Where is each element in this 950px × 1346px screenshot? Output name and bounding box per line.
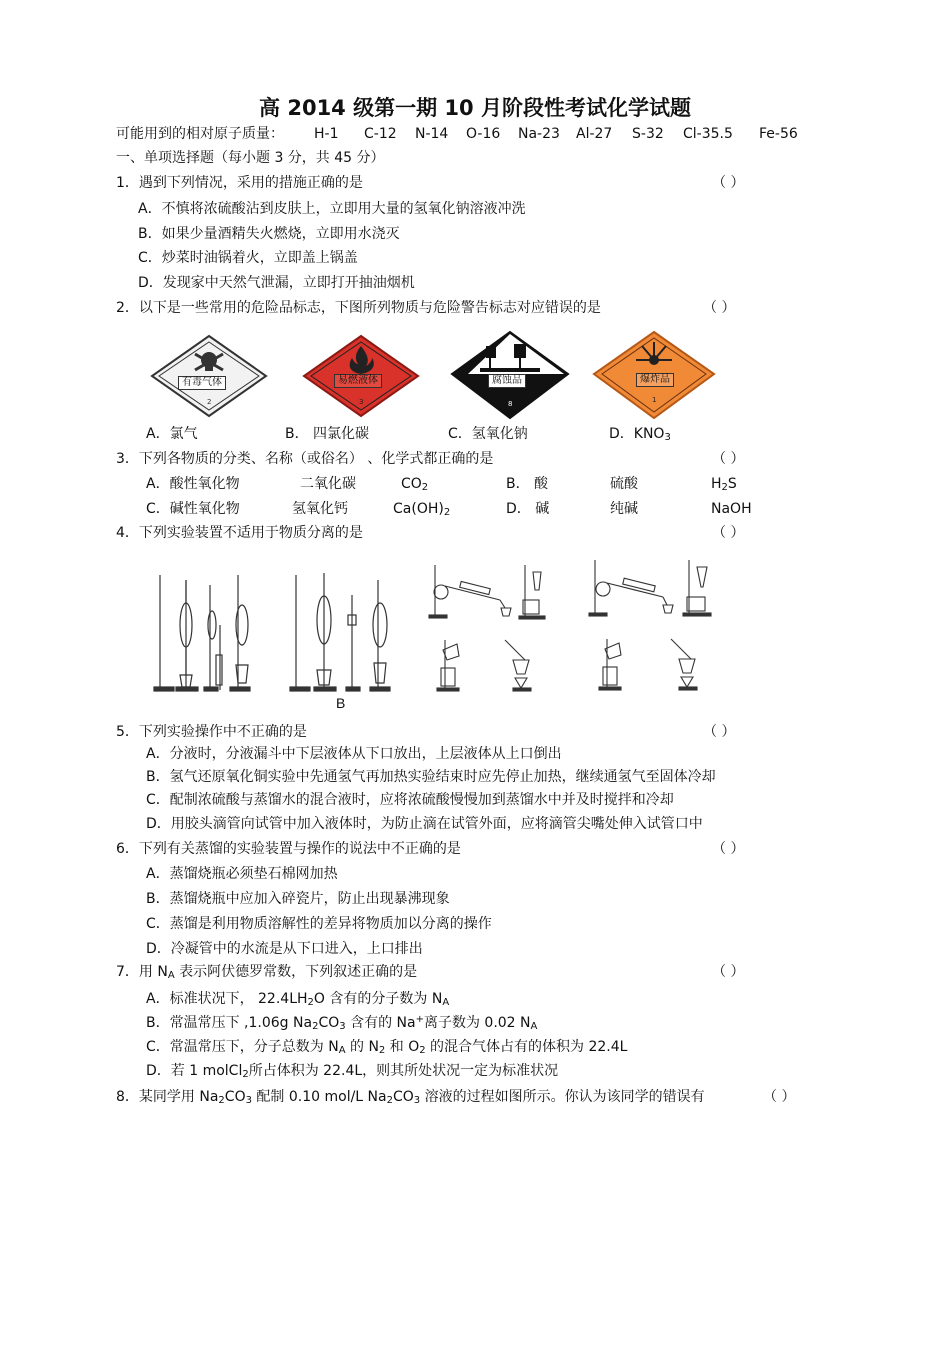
q7-c-post: 的混合气体占有的体积为 22.4L xyxy=(425,1039,628,1055)
q7-b-sub3: A xyxy=(530,1021,538,1032)
atomic-mass-c: C-12 xyxy=(364,126,397,142)
atomic-mass-na: Na-23 xyxy=(518,126,560,142)
q8-sub4: 3 xyxy=(413,1095,421,1106)
toxic-gas-sign xyxy=(150,334,268,418)
q3-c-formula-sub: 2 xyxy=(443,507,451,518)
q1-answer-paren: （ ） xyxy=(712,175,745,191)
q7-a-mid: O 含有的分子数为 N xyxy=(313,991,443,1007)
q7-c-sub3: 2 xyxy=(419,1045,426,1056)
q3-d-name: 纯碱 xyxy=(610,501,638,517)
q7-d-post: 所占体积为 22.4L，则其所处状况一定为标准状况 xyxy=(248,1063,559,1079)
q7-b-mid2: 含有的 Na xyxy=(345,1015,416,1031)
q4-stem: 4．下列实验装置不适用于物质分离的是 xyxy=(116,525,363,541)
q7-stem-pre: 7．用 N xyxy=(116,964,168,980)
svg-text:2: 2 xyxy=(207,398,212,406)
q8-sub3: 2 xyxy=(386,1095,393,1106)
atomic-mass-fe: Fe-56 xyxy=(759,126,798,142)
q6-option-c: C．蒸馏是利用物质溶解性的差异将物质加以分离的操作 xyxy=(146,916,492,932)
q7-a-sub: 2 xyxy=(307,997,314,1008)
q8-post: 溶液的过程如图所示。你认为该同学的错误有 xyxy=(420,1089,705,1105)
q2-option-c: C．氢氧化钠 xyxy=(448,426,528,442)
q3-c-name: 氢氧化钙 xyxy=(292,501,348,517)
q5-answer-paren: （ ） xyxy=(703,724,736,740)
q8-answer-paren: （ ） xyxy=(763,1089,796,1105)
q7-option-c xyxy=(146,1038,627,1056)
q7-stem xyxy=(116,963,417,981)
q8-mid1: CO xyxy=(224,1089,246,1105)
flammable-liquid-label: 易燃液体 xyxy=(334,374,382,388)
q2-option-d-text: D．KNO xyxy=(609,426,665,442)
atomic-mass-h: H-1 xyxy=(314,126,339,142)
q7-b-pre: B．常温常压下 ,1.06g Na xyxy=(146,1015,313,1031)
q8-stem xyxy=(116,1088,705,1106)
q7-stem-post: 表示阿伏德罗常数，下列叙述正确的是 xyxy=(174,964,418,980)
corrosive-sign xyxy=(450,330,570,420)
q8-mid3: CO xyxy=(392,1089,414,1105)
q7-d-sub: 2 xyxy=(242,1069,249,1080)
q7-b-sup: + xyxy=(415,1014,424,1025)
q2-answer-paren: （ ） xyxy=(703,300,736,316)
q7-stem-sub: A xyxy=(167,970,175,981)
q6-stem: 6．下列有关蒸馏的实验装置与操作的说法中不正确的是 xyxy=(116,841,461,857)
corrosive-label: 腐蚀品 xyxy=(488,374,526,388)
q1-option-b: B．如果少量酒精失火燃烧，立即用水浇灭 xyxy=(138,226,400,242)
q7-c-mid: 的 N xyxy=(345,1039,379,1055)
atomic-mass-cl: Cl-35.5 xyxy=(683,126,733,142)
page-title: 高 2014 级第一期 10 月阶段性考试化学试题 xyxy=(259,96,691,120)
atomic-mass-s: S-32 xyxy=(632,126,664,142)
q3-b-formula xyxy=(711,475,737,493)
q3-d-formula: NaOH xyxy=(711,501,752,517)
svg-text:3: 3 xyxy=(359,398,364,406)
q8-sub2: 3 xyxy=(245,1095,252,1106)
q3-a-formula xyxy=(401,475,428,493)
atomic-mass-o: O-16 xyxy=(466,126,501,142)
section-heading: 一、单项选择题（每小题 3 分，共 45 分） xyxy=(116,150,385,166)
q7-option-a xyxy=(146,990,449,1008)
atomic-mass-label: 可能用到的相对原子质量： xyxy=(116,126,284,142)
q3-stem: 3．下列各物质的分类、名称（或俗名） 、化学式都正确的是 xyxy=(116,451,494,467)
q3-b-name: 硫酸 xyxy=(610,476,638,492)
q2-stem: 2．以下是一些常用的危险品标志，下图所列物质与危险警告标志对应错误的是 xyxy=(116,300,601,316)
q3-answer-paren: （ ） xyxy=(712,451,745,467)
q8-pre: 8．某同学用 Na xyxy=(116,1089,219,1105)
q3-b-formula-tail: S xyxy=(727,476,737,492)
q3-c-class: C．碱性氧化物 xyxy=(146,501,240,517)
q3-c-formula xyxy=(393,500,450,518)
q3-b-formula-text: H xyxy=(711,476,722,492)
q1-option-a: A．不慎将浓硫酸沾到皮肤上，立即用大量的氢氧化钠溶液冲洗 xyxy=(138,201,526,217)
q5-option-a: A．分液时，分液漏斗中下层液体从下口放出，上层液体从上口倒出 xyxy=(146,746,562,762)
q6-option-b: B．蒸馏烧瓶中应加入碎瓷片，防止出现暴沸现象 xyxy=(146,891,450,907)
q2-option-a: A．氯气 xyxy=(146,426,198,442)
svg-text:8: 8 xyxy=(508,400,513,408)
q3-a-name: 二氧化碳 xyxy=(300,476,356,492)
flammable-liquid-sign xyxy=(302,334,420,418)
q6-answer-paren: （ ） xyxy=(712,841,745,857)
q3-b-formula-sub: 2 xyxy=(721,482,728,493)
q3-c-formula-text: Ca(OH) xyxy=(393,501,444,517)
q5-stem: 5．下列实验操作中不正确的是 xyxy=(116,724,307,740)
q3-b-class: B． 酸 xyxy=(506,476,549,492)
q7-a-pre: A．标准状况下， 22.4LH xyxy=(146,991,308,1007)
explosive-sign xyxy=(592,330,716,420)
q3-a-formula-text: CO xyxy=(401,476,422,492)
q5-option-b: B．氢气还原氧化铜实验中先通氢气再加热实验结束时应先停止加热，继续通氢气至固体冷却 xyxy=(146,769,716,785)
q5-option-c: C．配制浓硫酸与蒸馏水的混合液时，应将浓硫酸慢慢加到蒸馏水中并及时搅拌和冷却 xyxy=(146,792,674,808)
q7-d-pre: D．若 1 molCl xyxy=(146,1063,243,1079)
q3-d-class: D． 碱 xyxy=(506,501,550,517)
q3-a-class: A．酸性氧化物 xyxy=(146,476,240,492)
explosive-label: 爆炸品 xyxy=(636,373,674,387)
q3-a-formula-sub: 2 xyxy=(421,482,429,493)
q7-b-mid3: 离子数为 0.02 N xyxy=(423,1015,531,1031)
q8-mid2: 配制 0.10 mol/L Na xyxy=(251,1089,387,1105)
q1-option-c: C．炒菜时油锅着火，立即盖上锅盖 xyxy=(138,250,358,266)
q1-option-d: D．发现家中天然气泄漏，立即打开抽油烟机 xyxy=(138,275,415,291)
atomic-mass-n: N-14 xyxy=(415,126,449,142)
q7-c-sub: A xyxy=(338,1045,346,1056)
apparatus-group-2 xyxy=(284,565,394,709)
apparatus-group-4 xyxy=(585,555,725,714)
q2-option-d-sub: 3 xyxy=(664,432,671,443)
q4-answer-paren: （ ） xyxy=(712,525,745,541)
q2-option-b: B． 四氯化碳 xyxy=(285,426,370,442)
toxic-gas-label: 有毒气体 xyxy=(178,376,226,390)
q7-c-mid2: 和 O xyxy=(385,1039,420,1055)
q7-b-sub2: 3 xyxy=(339,1021,346,1032)
q7-c-pre: C．常温常压下，分子总数为 N xyxy=(146,1039,339,1055)
svg-text:1: 1 xyxy=(652,396,657,404)
q7-option-d xyxy=(146,1062,558,1080)
q2-option-d xyxy=(609,425,671,443)
q7-option-b xyxy=(146,1014,537,1032)
apparatus-group-3 xyxy=(425,560,560,714)
q7-b-sub: 2 xyxy=(312,1021,319,1032)
q7-answer-paren: （ ） xyxy=(712,964,745,980)
q8-sub1: 2 xyxy=(218,1095,225,1106)
q7-a-sub2: A xyxy=(442,997,450,1008)
q7-c-sub2: 2 xyxy=(378,1045,386,1056)
q1-stem: 1．遇到下列情况，采用的措施正确的是 xyxy=(116,175,363,191)
q5-option-d: D．用胶头滴管向试管中加入液体时，为防止滴在试管外面，应将滴管尖嘴处伸入试管口中 xyxy=(146,816,703,832)
q6-option-a: A．蒸馏烧瓶必须垫石棉网加热 xyxy=(146,866,338,882)
atomic-mass-al: Al-27 xyxy=(576,126,613,142)
q6-option-d: D．冷凝管中的水流是从下口进入，上口排出 xyxy=(146,941,423,957)
apparatus-group-1 xyxy=(150,565,260,709)
q4-figure-label: B xyxy=(336,695,346,711)
q7-b-mid: CO xyxy=(318,1015,340,1031)
